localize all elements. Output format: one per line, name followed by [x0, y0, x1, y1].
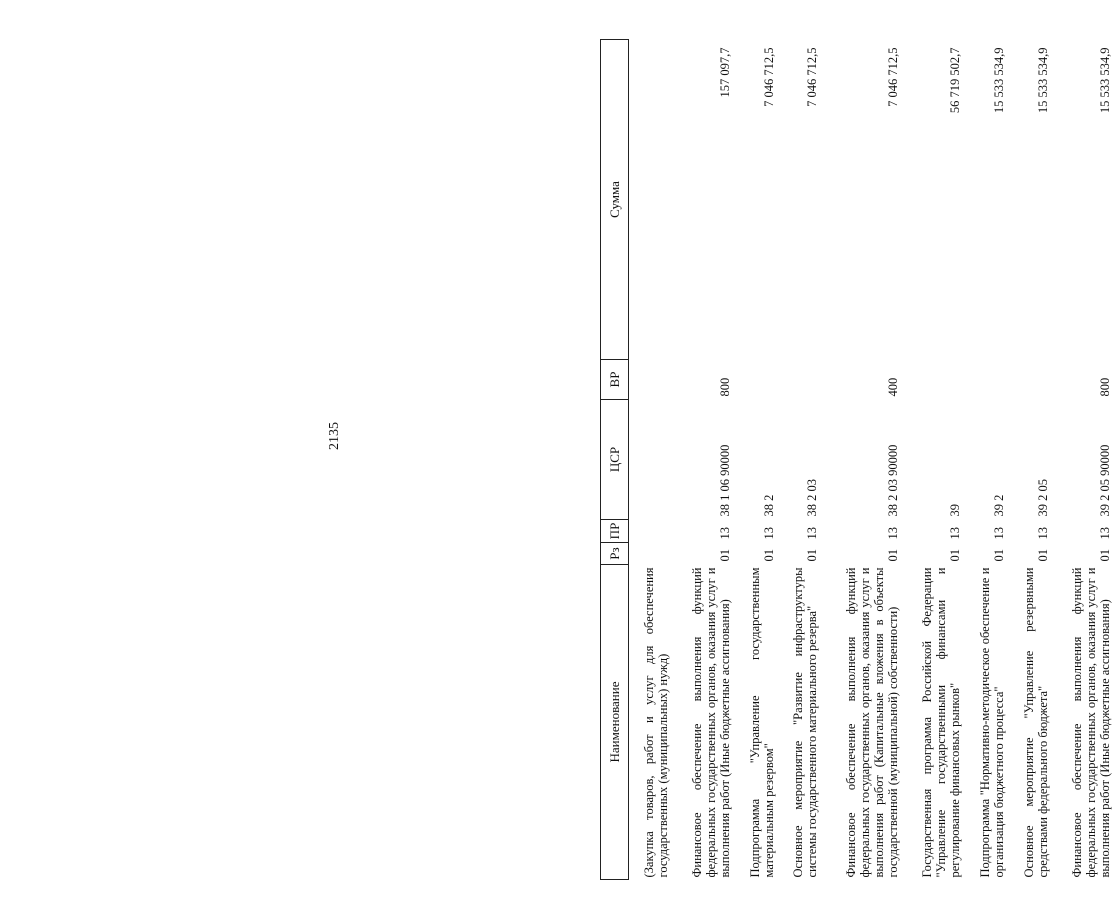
header-pr: ПР: [601, 520, 629, 543]
header-name: Наименование: [601, 565, 629, 880]
row-pr: 13: [1035, 527, 1050, 540]
row-name: (Закупка товаров, работ и услуг для обеспечения государственных (муниципальных) нужд): [641, 567, 670, 878]
row-rz: 01: [948, 549, 963, 562]
row-pr: 13: [992, 527, 1007, 540]
row-sum: 56 719 502,7: [948, 47, 963, 114]
row-sum: 7 046 712,5: [805, 47, 820, 107]
table-row: [1053, 40, 1115, 880]
row-rz: 01: [761, 549, 776, 562]
row-vr: [903, 360, 965, 400]
table-row: [1009, 40, 1053, 880]
row-vr: 800: [718, 377, 733, 397]
row-vr: [779, 360, 823, 400]
row-sum: 7 046 712,5: [761, 47, 776, 107]
row-csr: 38 2 03 90000: [886, 444, 901, 517]
table-row: [735, 40, 779, 880]
row-pr: 13: [718, 527, 733, 540]
row-csr: 39 2: [992, 494, 1007, 517]
table-row: [673, 40, 735, 880]
row-rz: [629, 543, 673, 565]
budget-table-container: [600, 40, 1115, 880]
header-sum: Сумма: [601, 40, 629, 360]
row-sum: [629, 40, 673, 360]
row-pr: 13: [886, 527, 901, 540]
table-row: [965, 40, 1009, 880]
row-vr: 800: [1098, 377, 1112, 397]
row-vr: 400: [886, 377, 901, 397]
row-sum: 15 533 534,9: [992, 47, 1007, 114]
page-number: 2135: [327, 422, 342, 450]
row-sum: 15 533 534,9: [1035, 47, 1050, 114]
row-sum: 15 533 534,9: [1098, 47, 1112, 114]
header-vr: ВР: [601, 360, 629, 400]
header-csr: ЦСР: [601, 400, 629, 520]
row-csr: 38 2 03: [805, 479, 820, 517]
row-rz: 01: [992, 549, 1007, 562]
row-csr: 38 1 06 90000: [718, 444, 733, 517]
row-rz: 01: [1098, 549, 1112, 562]
row-csr: 39: [948, 504, 963, 517]
row-sum: 157 097,7: [718, 47, 733, 98]
row-pr: [629, 520, 673, 543]
row-rz: 01: [718, 549, 733, 562]
row-vr: [1009, 360, 1053, 400]
row-name: Подпрограмма "Нормативно-методическое обеспечение и организация бюджетного процесса": [978, 567, 1007, 878]
row-name: Финансовое обеспечение выполнения функций федеральных государственных органов, оказания услуг и выполнения работ (Иные бюджетные ассигнования): [690, 567, 733, 878]
table-row: [779, 40, 823, 880]
row-csr: 39 2 05: [1035, 479, 1050, 517]
table-header-row: [601, 40, 629, 880]
row-rz: 01: [1035, 549, 1050, 562]
table-row: [629, 40, 673, 880]
row-vr: [735, 360, 779, 400]
row-pr: 13: [805, 527, 820, 540]
row-pr: 13: [948, 527, 963, 540]
row-name: Подпрограмма "Управление государственным материальным резервом": [747, 567, 776, 878]
row-csr: 38 2: [761, 494, 776, 517]
row-name: Государственная программа Российской Федерации "Управление государственными финансами и регулирование финансовых рынков": [920, 567, 963, 878]
row-pr: 13: [1098, 527, 1112, 540]
row-name: Основное мероприятие "Развитие инфраструктуры системы государственного материального резерва": [791, 567, 820, 878]
row-name: Основное мероприятие "Управление резервными средствами федерального бюджета": [1021, 567, 1050, 878]
row-vr: [629, 360, 673, 400]
budget-table: [600, 39, 1115, 880]
row-name: Финансовое обеспечение выполнения функций федеральных государственных органов, оказания услуг и выполнения работ (Капитальные вложения в объекты государственной (муниципальной) собственности): [844, 567, 901, 878]
row-rz: 01: [805, 549, 820, 562]
row-sum: 7 046 712,5: [886, 47, 901, 107]
row-vr: [965, 360, 1009, 400]
row-name: Финансовое обеспечение выполнения функций федеральных государственных органов, оказания услуг и выполнения работ (Иные бюджетные ассигнования): [1070, 567, 1112, 878]
row-rz: 01: [886, 549, 901, 562]
table-row: [903, 40, 965, 880]
table-row: [822, 40, 903, 880]
header-rz: Рз: [601, 543, 629, 565]
row-csr: [629, 400, 673, 520]
row-pr: 13: [761, 527, 776, 540]
row-csr: 39 2 05 90000: [1098, 444, 1112, 517]
